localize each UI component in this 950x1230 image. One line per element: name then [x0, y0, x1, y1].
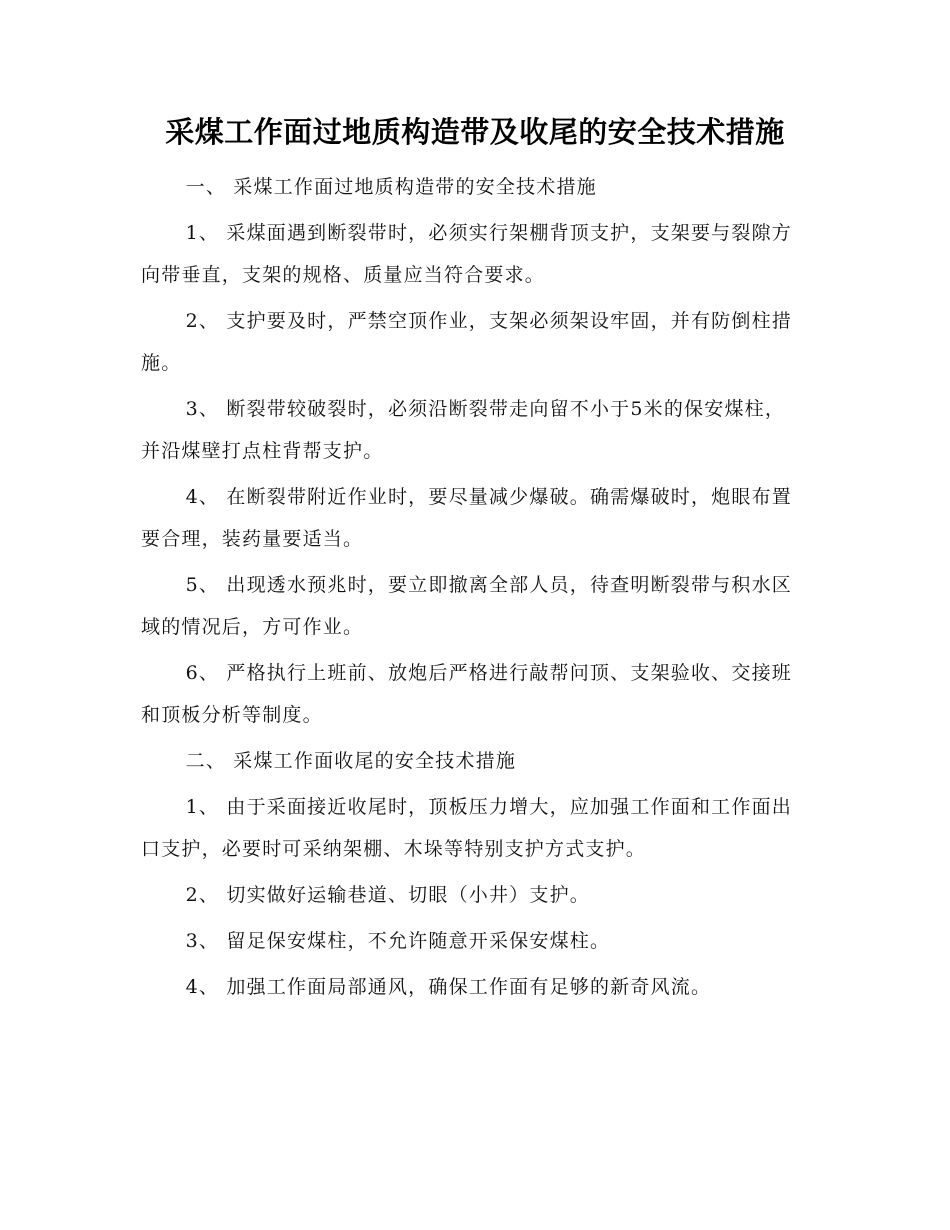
section-1-item-2: 2、 支护要及时，严禁空顶作业，支架必须架设牢固，并有防倒柱措施。 [141, 310, 792, 374]
section-heading-2: 二、 采煤工作面收尾的安全技术措施 [185, 750, 517, 772]
section-1-item-6: 6、 严格执行上班前、放炮后严格进行敲帮问顶、支架验收、交接班和顶板分析等制度。 [141, 662, 792, 726]
section-heading-1: 一、 采煤工作面过地质构造带的安全技术措施 [185, 176, 597, 198]
document-title: 采煤工作面过地质构造带及收尾的安全技术措施 [165, 115, 785, 149]
section-1-item-5: 5、 出现透水预兆时，要立即撤离全部人员，待查明断裂带与积水区域的情况后，方可作业。 [141, 574, 792, 638]
section-2-item-4: 4、 加强工作面局部通风，确保工作面有足够的新奇风流。 [185, 976, 712, 998]
section-1-item-3: 3、 断裂带较破裂时，必须沿断裂带走向留不小于5米的保安煤柱，并沿煤壁打点柱背帮支护。 [141, 398, 786, 462]
section-1-item-4: 4、 在断裂带附近作业时，要尽量减少爆破。确需爆破时，炮眼布置要合理，装药量要适当。 [141, 486, 792, 550]
document-body [141, 166, 796, 1012]
section-2-item-2: 2、 切实做好运输巷道、切眼（小井）支护。 [185, 884, 590, 906]
section-2-item-3: 3、 留足保安煤柱，不允许随意开采保安煤柱。 [185, 930, 611, 952]
section-1-item-1: 1、 采煤面遇到断裂带时，必须实行架棚背顶支护，支架要与裂隙方向带垂直，支架的规格、质量应当符合要求。 [141, 222, 792, 286]
section-2-item-1: 1、 由于采面接近收尾时，顶板压力增大，应加强工作面和工作面出口支护，必要时可采纳架棚、木垛等特别支护方式支护。 [141, 796, 792, 860]
